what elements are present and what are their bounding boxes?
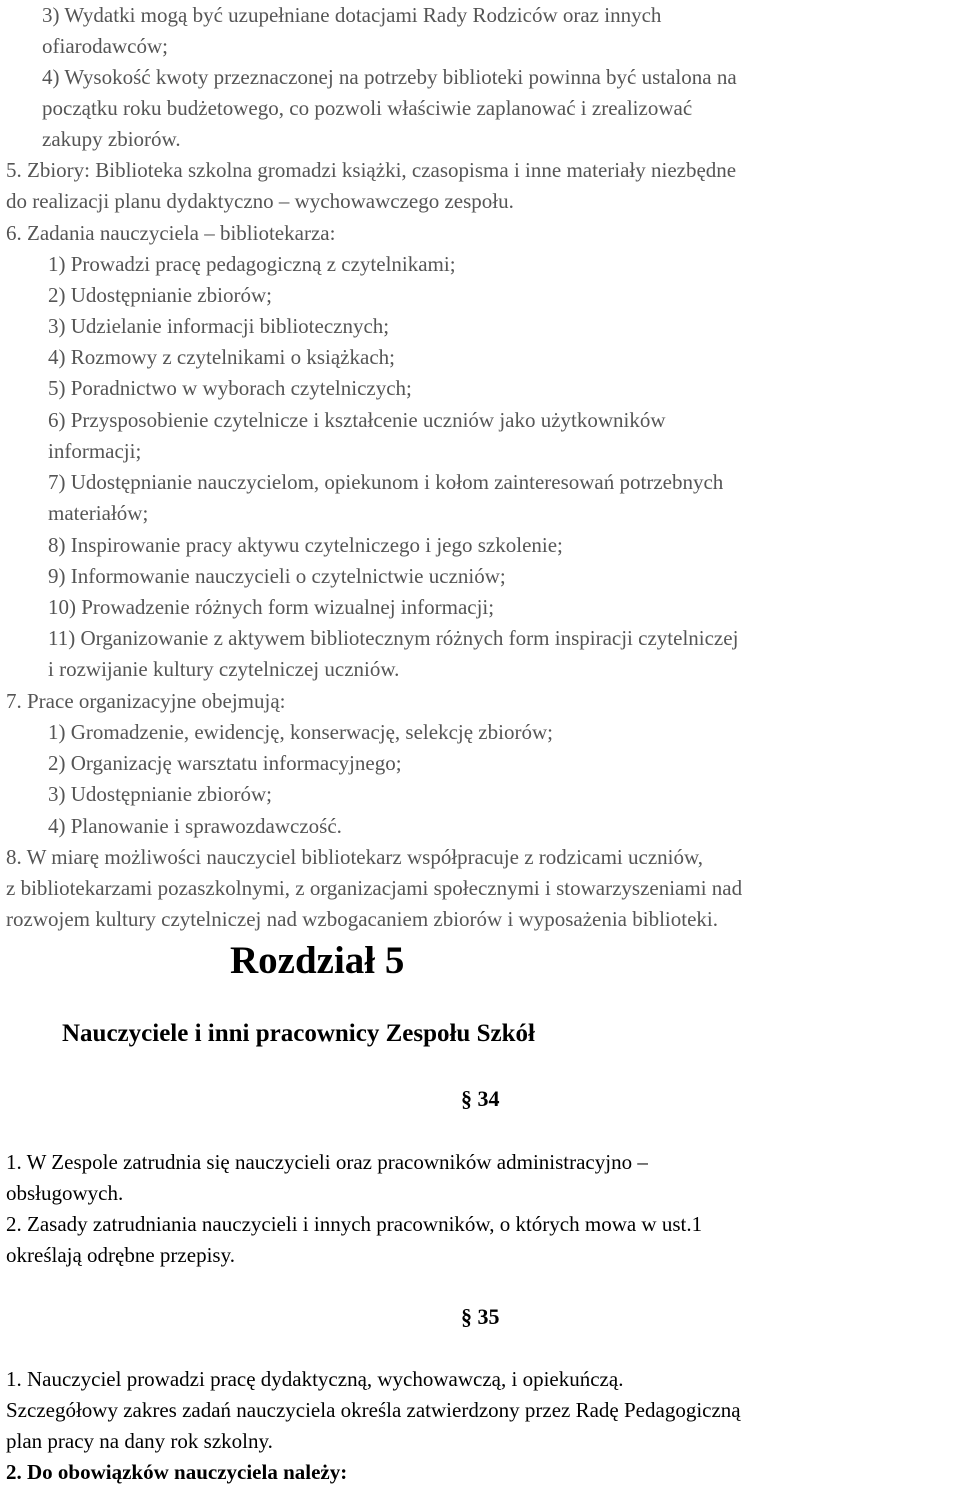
text-line: 4) Rozmowy z czytelnikami o książkach; bbox=[48, 345, 395, 369]
text-line: 6) Przysposobienie czytelnicze i kształcenie uczniów jako użytkowników bbox=[48, 408, 666, 432]
text-line: 4) Wysokość kwoty przeznaczonej na potrzeby biblioteki powinna być ustalona na bbox=[42, 65, 737, 89]
text-line: 4) Planowanie i sprawozdawczość. bbox=[48, 814, 342, 838]
text-line: i rozwijanie kultury czytelniczej uczniów. bbox=[48, 657, 400, 681]
text-line: 7) Udostępnianie nauczycielom, opiekunom i kołom zainteresowań potrzebnych bbox=[48, 470, 724, 494]
text-line: 2) Organizację warsztatu informacyjnego; bbox=[48, 751, 402, 775]
text-line: 6. Zadania nauczyciela – bibliotekarza: bbox=[6, 221, 336, 245]
text-line: zakupy zbiorów. bbox=[42, 127, 181, 151]
section-heading-35: § 35 bbox=[461, 1304, 500, 1329]
text-line: 2) Udostępnianie zbiorów; bbox=[48, 283, 272, 307]
text-line: 11) Organizowanie z aktywem bibliotecznym różnych form inspiracji czytelniczej bbox=[48, 626, 739, 650]
text-line: 8. W miarę możliwości nauczyciel bibliotekarz współpracuje z rodzicami uczniów, bbox=[6, 845, 704, 869]
text-line: materiałów; bbox=[48, 501, 149, 525]
text-line: 1. Nauczyciel prowadzi pracę dydaktyczną, wychowawczą, i opiekuńczą. bbox=[6, 1367, 624, 1391]
text-line: Szczegółowy zakres zadań nauczyciela określa zatwierdzony przez Radę Pedagogiczną bbox=[6, 1398, 741, 1422]
text-line: z bibliotekarzami pozaszkolnymi, z organizacjami społecznymi i stowarzyszeniami nad bbox=[6, 876, 743, 900]
text-line: 9) Informowanie nauczycieli o czytelnictwie uczniów; bbox=[48, 564, 506, 588]
text-line: plan pracy na dany rok szkolny. bbox=[6, 1429, 273, 1453]
chapter-title: Rozdział 5 bbox=[230, 939, 405, 982]
text-line: rozwojem kultury czytelniczej nad wzbogacaniem zbiorów i wyposażenia biblioteki. bbox=[6, 907, 719, 931]
text-line: określają odrębne przepisy. bbox=[6, 1243, 235, 1267]
text-line: 2. Do obowiązków nauczyciela należy: bbox=[6, 1460, 348, 1484]
text-line: początku roku budżetowego, co pozwoli właściwie zaplanować i zrealizować bbox=[42, 96, 693, 120]
text-line: 8) Inspirowanie pracy aktywu czytelniczego i jego szkolenie; bbox=[48, 533, 563, 557]
text-line: 1) Gromadzenie, ewidencję, konserwację, selekcję zbiorów; bbox=[48, 720, 553, 744]
text-line: informacji; bbox=[48, 439, 142, 463]
text-line: ofiarodawców; bbox=[42, 34, 168, 58]
text-line: 1. W Zespole zatrudnia się nauczycieli oraz pracowników administracyjno – bbox=[6, 1150, 648, 1174]
section-heading-34: § 34 bbox=[461, 1086, 500, 1111]
text-line: 3) Udostępnianie zbiorów; bbox=[48, 782, 272, 806]
text-line: do realizacji planu dydaktyczno – wychowawczego zespołu. bbox=[6, 189, 514, 213]
text-line: 2. Zasady zatrudniania nauczycieli i innych pracowników, o których mowa w ust.1 bbox=[6, 1212, 703, 1236]
text-line: 5. Zbiory: Biblioteka szkolna gromadzi książki, czasopisma i inne materiały niezbędne bbox=[6, 158, 737, 182]
text-line: 3) Wydatki mogą być uzupełniane dotacjami Rady Rodziców oraz innych bbox=[42, 3, 662, 27]
text-line: 5) Poradnictwo w wyborach czytelniczych; bbox=[48, 376, 412, 400]
text-line: 1) Prowadzi pracę pedagogiczną z czytelnikami; bbox=[48, 252, 456, 276]
text-line: obsługowych. bbox=[6, 1181, 124, 1205]
text-line: 7. Prace organizacyjne obejmują: bbox=[6, 689, 286, 713]
text-line: 3) Udzielanie informacji bibliotecznych; bbox=[48, 314, 390, 338]
text-line: 10) Prowadzenie różnych form wizualnej informacji; bbox=[48, 595, 495, 619]
chapter-subtitle: Nauczyciele i inni pracownicy Zespołu Szkół bbox=[62, 1020, 535, 1047]
